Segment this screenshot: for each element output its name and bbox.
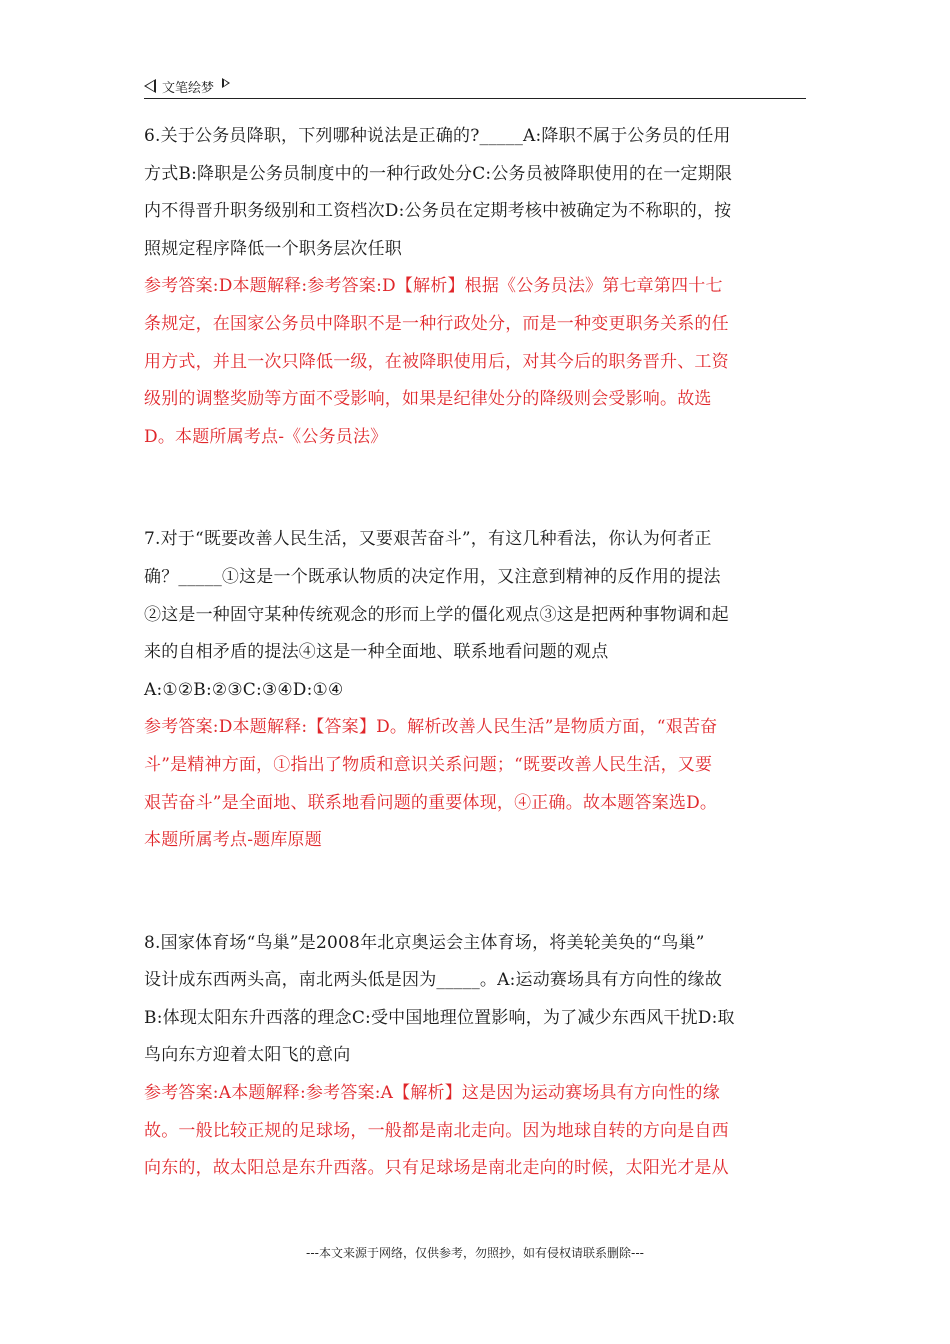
- question-line: 鸟向东方迎着太阳飞的意向: [144, 1045, 351, 1066]
- answer-line: 向东的，故太阳总是东升西落。只有足球场是南北走向的时候，太阳光才是从: [144, 1158, 729, 1179]
- page-footer: ---本文来源于网络，仅供参考，勿照抄，如有侵权请联系删除---: [306, 1246, 644, 1260]
- question-line: 确？_____①这是一个既承认物质的决定作用，又注意到精神的反作用的提法: [144, 566, 721, 587]
- question-6: [144, 118, 806, 268]
- question-options: A:①②B:②③C:③④D:①④: [144, 679, 344, 700]
- question-8: [144, 925, 806, 1075]
- question-line: ②这是一种固守某种传统观念的形而上学的僵化观点③这是把两种事物调和起: [144, 604, 729, 625]
- answer-line: 斗”是精神方面，①指出了物质和意识关系问题；“既要改善人民生活，又要: [144, 754, 713, 775]
- triangle-right-icon: [222, 78, 230, 88]
- answer-line: 条规定，在国家公务员中降职不是一种行政处分，而是一种变更职务关系的任: [144, 313, 729, 334]
- answer-line: 故。一般比较正规的足球场，一般都是南北走向。因为地球自转的方向是自西: [144, 1120, 729, 1141]
- answer-line: 参考答案:D本题解释:参考答案:D【解析】根据《公务员法》第七章第四十七: [144, 276, 723, 297]
- question-line: 方式B:降职是公务员制度中的一种行政处分C:公务员被降职使用的在一定期限: [144, 163, 733, 184]
- question-line: 8.国家体育场“鸟巢”是2008年北京奥运会主体育场，将美轮美奂的“鸟巢”: [144, 932, 705, 953]
- spacer: [144, 860, 806, 925]
- answer-line: 参考答案:D本题解释:【答案】D。解析改善人民生活”是物质方面，“艰苦奋: [144, 717, 718, 738]
- question-line: 6.关于公务员降职，下列哪种说法是正确的?_____A:降职不属于公务员的任用: [144, 126, 731, 146]
- question-line: 内不得晋升职务级别和工资档次D:公务员在定期考核中被确定为不称职的，按: [144, 201, 732, 222]
- answer-line: 参考答案:A本题解释:参考答案:A【解析】这是因为运动赛场具有方向性的缘: [144, 1083, 720, 1104]
- answer-line: 艰苦奋斗”是全面地、联系地看问题的重要体现，④正确。故本题答案选D。: [144, 792, 718, 813]
- answer-8: [144, 1075, 806, 1188]
- document-body: [144, 118, 806, 1188]
- answer-line: 本题所属考点-题库原题: [144, 830, 322, 851]
- spacer: [144, 456, 806, 521]
- question-line: 来的自相矛盾的提法④这是一种全面地、联系地看问题的观点: [144, 642, 609, 663]
- question-line: 7.对于“既要改善人民生活，又要艰苦奋斗”，有这几种看法，你认为何者正: [144, 529, 712, 550]
- question-7: [144, 521, 806, 709]
- answer-6: [144, 268, 806, 456]
- answer-line: 级别的调整奖励等方面不受影响，如果是纪律处分的降级则会受影响。故选: [144, 389, 712, 410]
- answer-line: 用方式，并且一次只降低一级，在被降职使用后，对其今后的职务晋升、工资: [144, 351, 729, 372]
- answer-7: [144, 709, 806, 859]
- question-line: B:体现太阳东升西落的理念C:受中国地理位置影响，为了减少东西风干扰D:取: [144, 1007, 735, 1028]
- question-line: 设计成东西两头高，南北两头低是因为_____。A:运动赛场具有方向性的缘故: [144, 970, 722, 991]
- question-line: 照规定程序降低一个职务层次任职: [144, 238, 402, 259]
- header-title: 文笔绘梦: [162, 80, 215, 96]
- answer-line: D。本题所属考点-《公务员法》: [144, 426, 388, 447]
- triangle-left-icon: [144, 79, 156, 93]
- page-header: [144, 74, 806, 99]
